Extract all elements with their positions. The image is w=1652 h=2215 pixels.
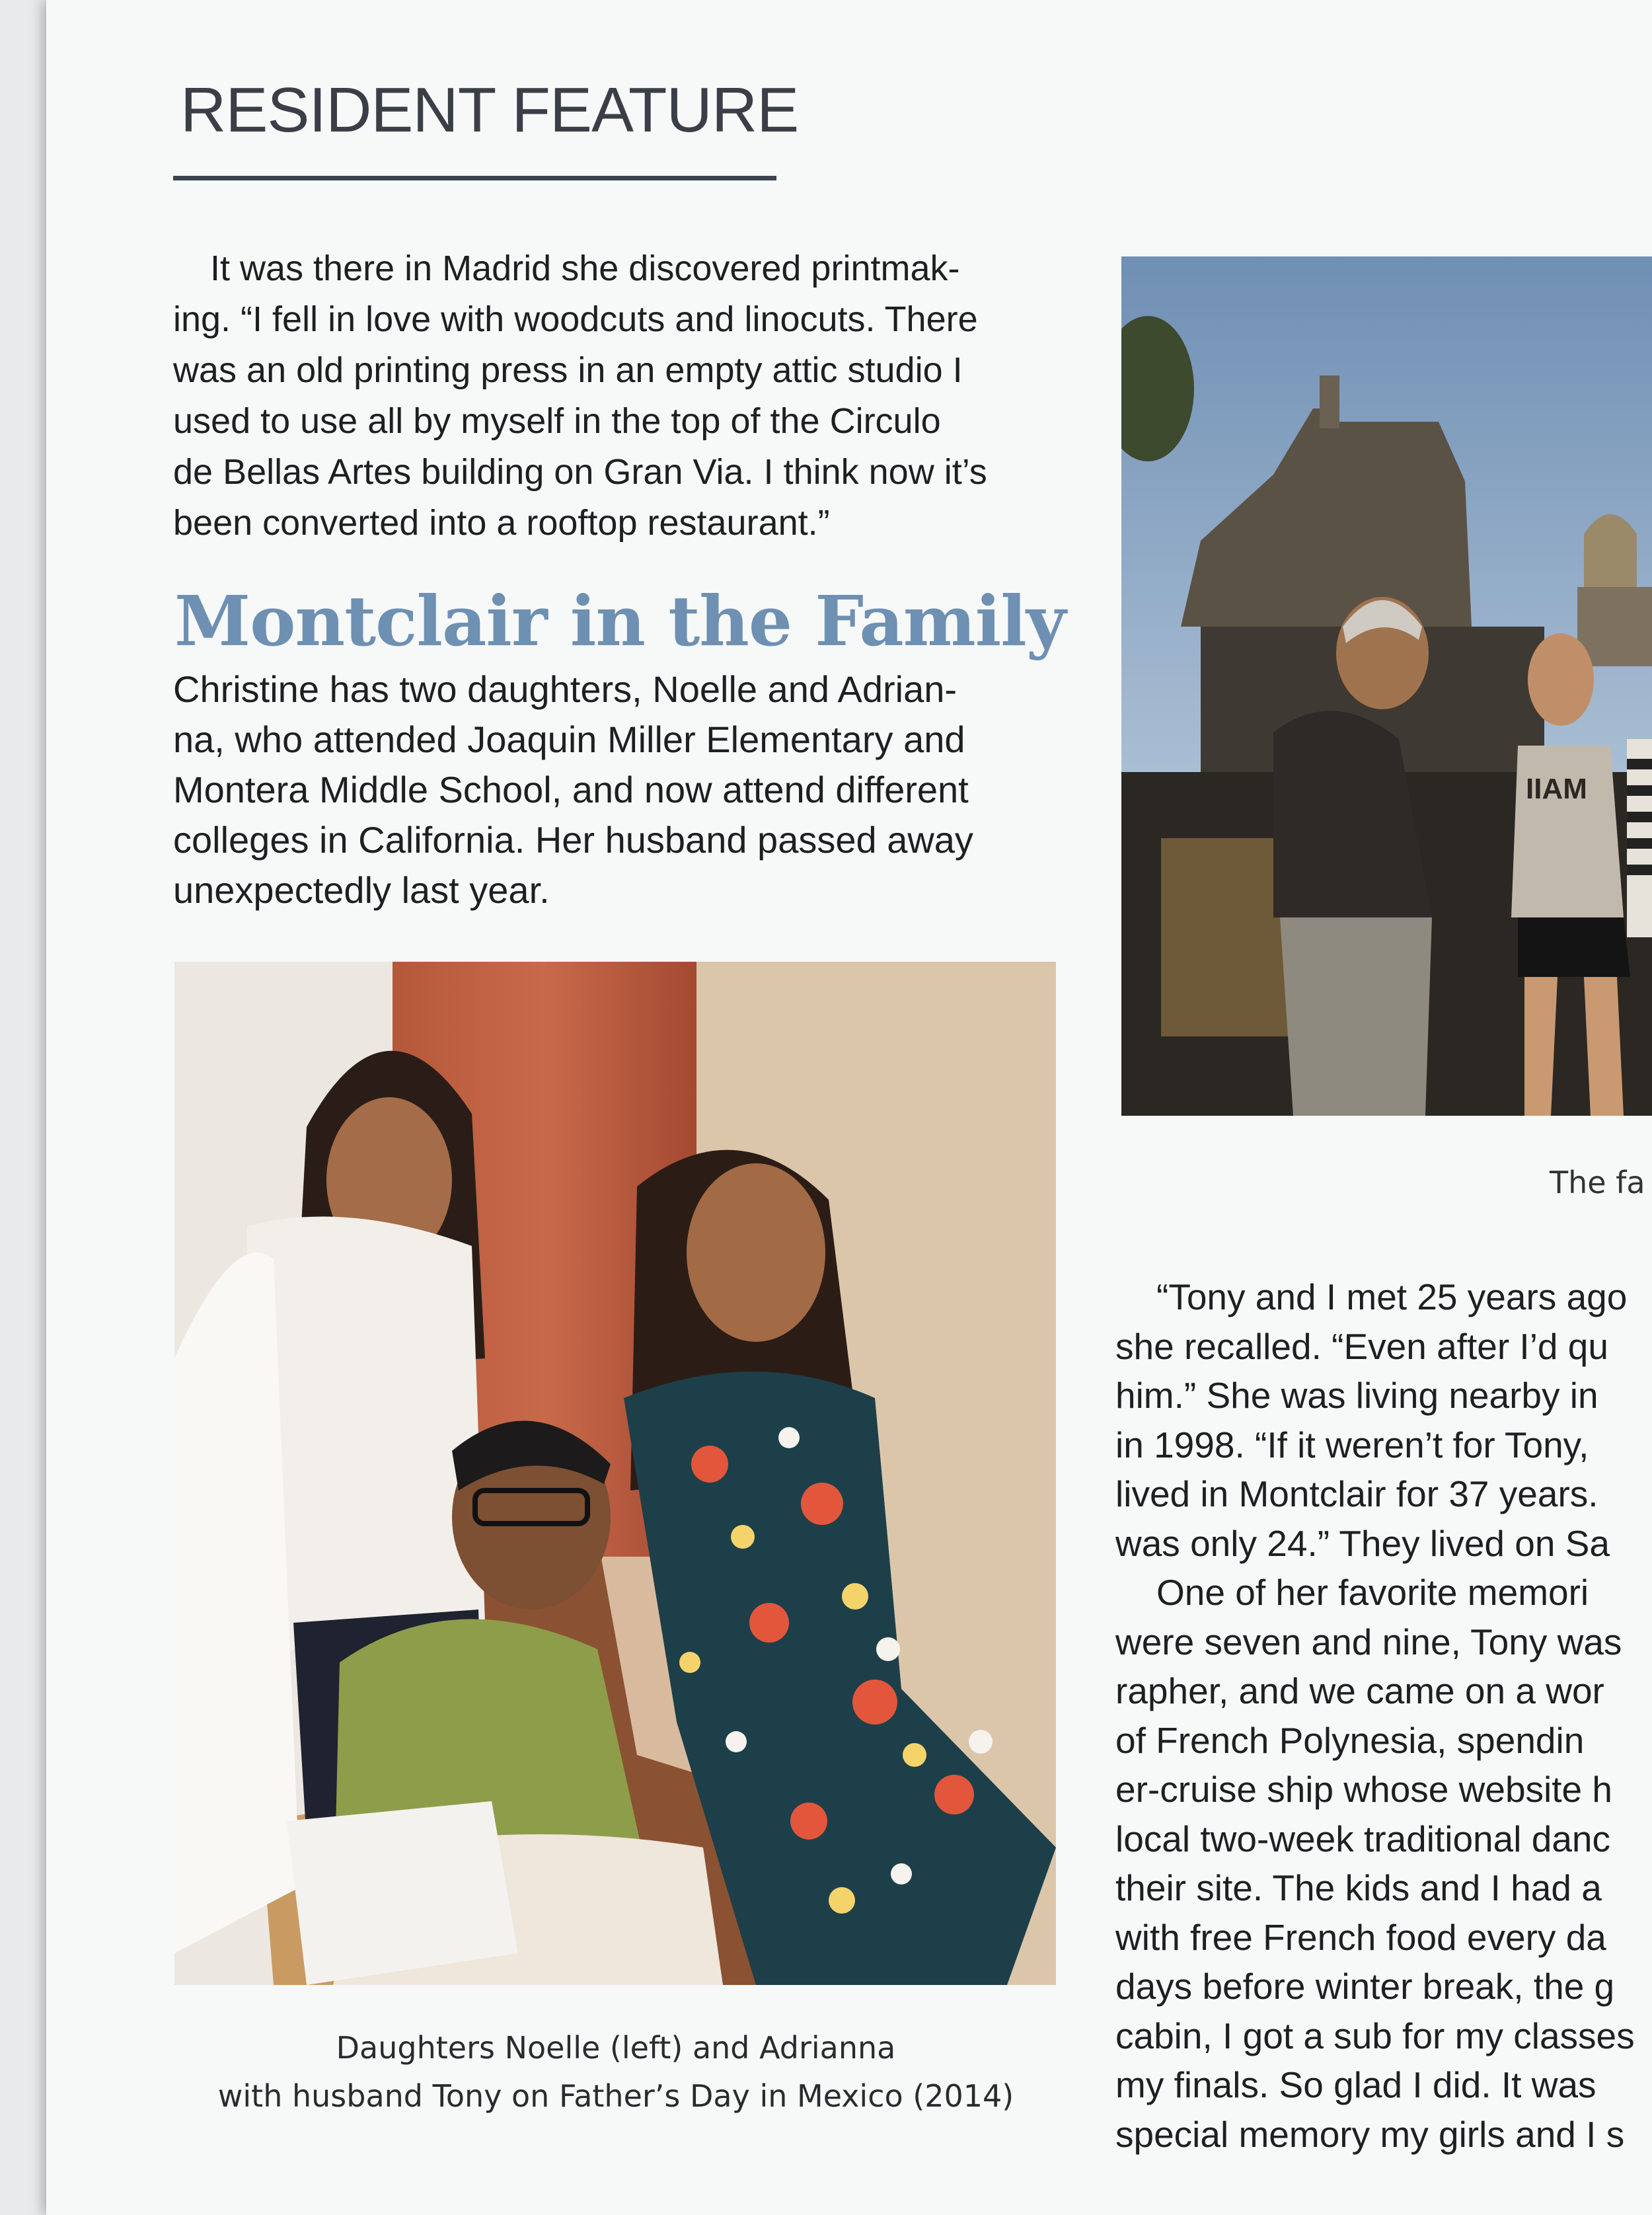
right-line: my finals. So glad I did. It was: [1115, 2064, 1596, 2105]
right-line: local two-week traditional danc: [1115, 1818, 1610, 1859]
right-line: were seven and nine, Tony was: [1115, 1621, 1622, 1662]
right-line: their site. The kids and I had a: [1115, 1867, 1602, 1908]
right-line: rapher, and we came on a wor: [1115, 1670, 1604, 1711]
right-line: cabin, I got a sub for my classes: [1115, 2015, 1635, 2056]
header-rule: [173, 176, 776, 180]
right-line: of French Polynesia, spendin: [1115, 1719, 1585, 1761]
family-line: colleges in California. Her husband passed away: [173, 819, 973, 861]
photo-caption-paris: The fa: [1550, 1165, 1645, 1200]
intro-line: used to use all by myself in the top of the Circulo: [173, 401, 941, 441]
family-line: na, who attended Joaquin Miller Elementary and: [173, 719, 965, 760]
family-line: Montera Middle School, and now attend different: [173, 769, 969, 810]
caption-line: with husband Tony on Father’s Day in Mexico (2014): [217, 2078, 1014, 2114]
caption-line: Daughters Noelle (left) and Adrianna: [336, 2030, 896, 2066]
family-photo-mexico: [174, 962, 1056, 1985]
right-line: him.” She was living nearby in: [1115, 1375, 1598, 1416]
intro-paragraph: [173, 243, 1059, 549]
right-line: was only 24.” They lived on Sa: [1115, 1522, 1610, 1564]
intro-line: been converted into a rooftop restaurant.”: [173, 503, 830, 543]
section-title: RESIDENT FEATURE: [180, 75, 799, 145]
right-line: special memory my girls and I s: [1115, 2113, 1625, 2155]
right-line: she recalled. “Even after I’d qu: [1115, 1325, 1608, 1367]
intro-line: was an old printing press in an empty attic studio I: [173, 350, 963, 390]
right-line: One of her favorite memori: [1156, 1572, 1589, 1613]
family-line: unexpectedly last year.: [173, 869, 550, 911]
intro-line: ing. “I fell in love with woodcuts and linocuts. There: [173, 299, 978, 339]
family-photo-paris: [1121, 256, 1652, 1116]
right-line: “Tony and I met 25 years ago: [1156, 1276, 1628, 1317]
right-column-text: [1115, 1272, 1652, 2159]
right-line: lived in Montclair for 37 years.: [1115, 1473, 1598, 1514]
right-line: with free French food every da: [1115, 1916, 1606, 1958]
intro-line: It was there in Madrid she discovered printmak-: [210, 249, 960, 288]
family-line: Christine has two daughters, Noelle and Adrian-: [173, 668, 957, 710]
intro-line: de Bellas Artes building on Gran Via. I think now it’s: [173, 452, 987, 492]
right-line: er-cruise ship whose website h: [1115, 1769, 1613, 1810]
shirt-print: IIAM: [1526, 773, 1587, 805]
right-line: in 1998. “If it weren’t for Tony,: [1115, 1424, 1589, 1465]
family-paragraph: [173, 664, 1059, 915]
right-line: days before winter break, the g: [1115, 1966, 1615, 2007]
section-heading: Montclair in the Family: [174, 580, 1066, 662]
photo-caption-mexico: [173, 2024, 1059, 2120]
